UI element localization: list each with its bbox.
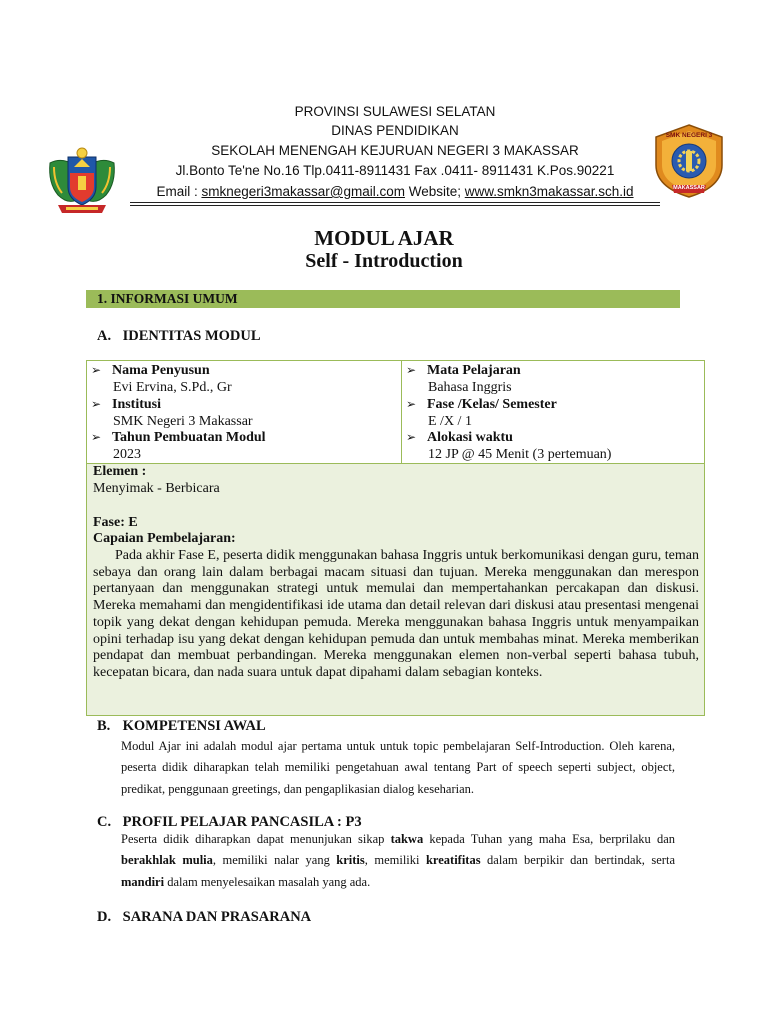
- arrow-bullet-icon: ➢: [406, 397, 417, 411]
- identity-value: E /X / 1: [428, 414, 472, 429]
- document-subtitle: Self - Introduction: [305, 250, 463, 272]
- heading-label: KOMPETENSI AWAL: [122, 718, 266, 734]
- arrow-bullet-icon: ➢: [91, 363, 102, 377]
- logo-text-bottom: MAKASSAR: [673, 185, 705, 191]
- section-bar-informasi-umum: [86, 290, 680, 308]
- kompetensi-awal-text: Modul Ajar ini adalah modul ajar pertama untuk untuk topic pembelajaran Self-Introduction. Oleh karena, peserta didik diharapkan telah memiliki pengetahuan awal tentang Part of speech seperti subject, object, predikat, penggunaan greetings, dan pengaplikasian dialog keseharian.: [121, 739, 675, 796]
- identity-item-tahun-pembuatan: [91, 429, 266, 463]
- kop-school-name: SEKOLAH MENENGAH KEJURUAN NEGERI 3 MAKASSAR: [211, 143, 579, 158]
- provincial-crest-icon: [44, 143, 120, 215]
- heading-number: B.: [97, 718, 111, 734]
- identity-value: Bahasa Inggris: [428, 380, 512, 395]
- heading-label: PROFIL PELAJAR PANCASILA : P3: [122, 814, 362, 830]
- heading-number: C.: [97, 814, 112, 830]
- section-bar-label: 1. INFORMASI UMUM: [97, 291, 238, 306]
- kop-rule-thin: [130, 205, 660, 206]
- identity-item-mata-pelajaran: [406, 362, 521, 396]
- capaian-box: [87, 464, 704, 715]
- identity-value: 12 JP @ 45 Menit (3 pertemuan): [428, 447, 612, 462]
- capaian-label: Capaian Pembelajaran:: [93, 531, 236, 546]
- arrow-bullet-icon: ➢: [91, 397, 102, 411]
- identity-label: Fase /Kelas/ Semester: [427, 397, 557, 412]
- identity-label: Mata Pelajaran: [427, 363, 521, 378]
- heading-label: SARANA DAN PRASARANA: [122, 909, 312, 925]
- identity-table-top: [87, 361, 704, 463]
- identity-label: Nama Penyusun: [112, 363, 210, 378]
- identity-value: Evi Ervina, S.Pd., Gr: [113, 380, 232, 395]
- arrow-bullet-icon: ➢: [91, 430, 102, 444]
- identity-value: 2023: [113, 447, 141, 462]
- heading-label: IDENTITAS MODUL: [122, 328, 261, 344]
- profil-bold-kreatifitas: kreatifitas: [425, 853, 481, 868]
- elemen-label: Elemen :: [93, 464, 147, 479]
- heading-kompetensi-awal: [97, 718, 266, 735]
- profil-bold-berakhlak: berakhlak mulia: [121, 853, 213, 868]
- arrow-bullet-icon: ➢: [406, 430, 417, 444]
- website-prefix: Website;: [404, 184, 465, 199]
- identity-item-institusi: [91, 396, 253, 430]
- profil-bold-mandiri: mandiri: [121, 874, 165, 889]
- identity-item-nama-penyusun: [91, 362, 232, 396]
- heading-identitas-modul: [97, 328, 261, 345]
- elemen-value: Menyimak - Berbicara: [93, 481, 220, 496]
- identity-value: SMK Negeri 3 Makassar: [113, 414, 253, 429]
- website-link[interactable]: www.smkn3makassar.sch.id: [464, 184, 634, 199]
- identity-column-divider: [401, 361, 402, 463]
- identity-label: Institusi: [112, 397, 162, 412]
- email-prefix: Email :: [156, 184, 202, 199]
- kop-address: Jl.Bonto Te'ne No.16 Tlp.0411-8911431 Fax .0411- 8911431 K.Pos.90221: [175, 163, 615, 178]
- profil-text-part: kepada Tuhan yang maha Esa, berprilaku dan: [423, 832, 675, 846]
- fase-label: Fase: E: [93, 515, 138, 530]
- kop-department: DINAS PENDIDIKAN: [331, 123, 459, 138]
- profil-text-part: dalam menyelesaikan masalah yang ada.: [164, 874, 371, 889]
- kop-contact: [130, 184, 660, 199]
- profil-text-part: , memiliki: [364, 853, 426, 868]
- kop-province: PROVINSI SULAWESI SELATAN: [294, 104, 496, 119]
- profil-pelajar-text: [121, 829, 675, 893]
- identity-table: [86, 360, 705, 716]
- identity-item-alokasi-waktu: [406, 429, 611, 463]
- capaian-text: Pada akhir Fase E, peserta didik menggunakan bahasa Inggris untuk berkomunikasi dengan guru, teman sebaya dan orang lain dalam berbagai macam situasi dan tujuan. Mereka menggunakan dan merespon pertanyaan dan menggunakan strategi untuk memulai dan mempertahankan percakapan dan diskusi. Mereka memahami dan mengidentifikasi ide utama dan detail relevan dari diskusi atau presentasi mengenai topik yang dekat dengan kehidupan pemuda. Mereka menggunakan bahasa Inggris untuk menyampaikan opini terhadap isu yang dekat dengan kehidupan pemuda dan untuk membahas minat. Mereka memberikan pendapat dan membuat perbandingan. Mereka menggunakan elemen non-verbal seperti bahasa tubuh, kecepatan bicara, dan nada suara untuk dapat dipahami dalam sebagian konteks.: [93, 548, 699, 680]
- heading-sarana-prasarana: [97, 909, 311, 926]
- identity-label: Tahun Pembuatan Modul: [112, 430, 266, 445]
- heading-number: A.: [97, 328, 112, 344]
- profil-text-part: , memiliki nalar yang: [212, 853, 337, 868]
- arrow-bullet-icon: ➢: [406, 363, 417, 377]
- email-link[interactable]: smknegeri3makassar@gmail.com: [201, 184, 405, 199]
- profil-text-part: dalam berpikir dan bertindak, serta: [480, 853, 675, 868]
- identity-label: Alokasi waktu: [427, 430, 513, 445]
- document-title: MODUL AJAR: [314, 226, 454, 250]
- smk-negeri-3-makassar-logo: [652, 123, 726, 199]
- kop-rule-thick: [130, 202, 660, 203]
- profil-text-part: Peserta didik diharapkan dapat menunjukan sikap: [121, 832, 391, 846]
- heading-number: D.: [97, 909, 112, 925]
- profil-bold-takwa: takwa: [390, 832, 424, 846]
- logo-text-top: SMK NEGERI 3: [665, 132, 713, 139]
- profil-bold-kritis: kritis: [336, 853, 365, 868]
- identity-item-fase-kelas-semester: [406, 396, 557, 430]
